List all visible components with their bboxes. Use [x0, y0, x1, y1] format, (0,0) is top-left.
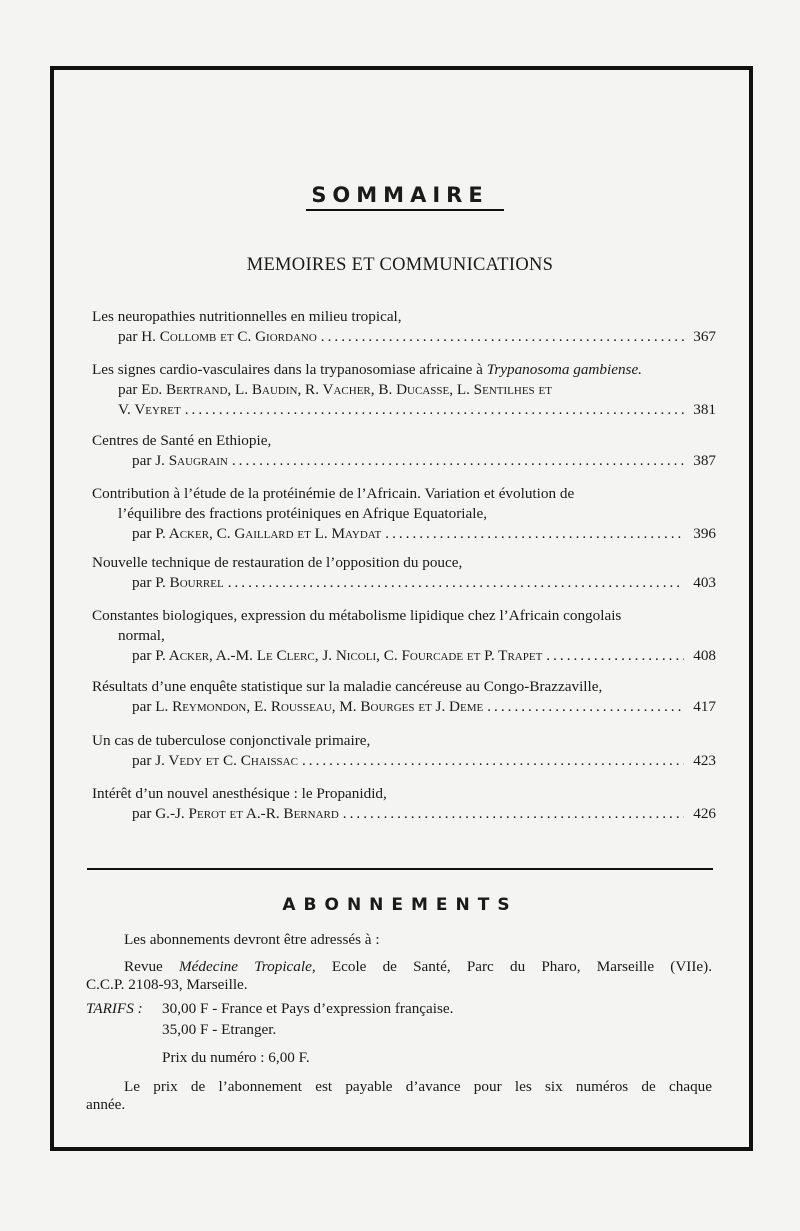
par-label: par [132, 698, 152, 715]
entry-title: Les neuropathies nutritionnelles en milieu tropical, [92, 308, 402, 325]
toc-entry [92, 307, 716, 347]
abonnements-heading: ABONNEMENTS [282, 895, 518, 915]
heading-underline [306, 209, 504, 211]
revue-name: Médecine Tropicale, [179, 958, 316, 975]
toc-entry [92, 484, 716, 544]
dot-leader [487, 697, 684, 717]
revue-line [86, 958, 712, 976]
tarifs-label: TARIFS : [86, 1000, 143, 1017]
abonnements-intro: Les abonnements devront être adressés à : [124, 931, 380, 948]
entry-authors: J. Vedy et C. Chaissac [155, 752, 298, 769]
entry-page: 381 [693, 401, 716, 418]
entry-authors: J. Saugrain [155, 452, 228, 469]
dot-leader [232, 451, 684, 471]
entry-authors-line [92, 327, 716, 347]
dot-leader [343, 804, 684, 824]
dot-leader [321, 327, 684, 347]
entry-page: 408 [693, 647, 716, 664]
entry-title-italic: Trypanosoma gambiense. [486, 361, 642, 378]
dot-leader [546, 646, 684, 666]
tarifs-line [86, 1000, 712, 1018]
par-label: par [132, 452, 152, 469]
entry-title-text: Les signes cardio-vasculaires dans la trypanosomiase africaine à [92, 361, 483, 378]
entry-authors: V. Veyret [118, 401, 181, 418]
toc-entry [92, 360, 716, 420]
entry-title: Résultats d’une enquête statistique sur la maladie cancéreuse au Congo-Brazzaville, [92, 678, 603, 695]
par-label: par [132, 647, 152, 664]
tarifs-block [86, 1000, 712, 1067]
entry-authors-line [92, 524, 716, 544]
entry-authors-line [92, 697, 716, 717]
entry-authors-line [92, 400, 716, 420]
abonnements-address [86, 958, 712, 994]
toc-entry [92, 606, 716, 666]
par-label: par [118, 381, 138, 398]
par-label: par [132, 805, 152, 822]
entry-authors-line [92, 751, 716, 771]
payment-line2: année. [86, 1096, 126, 1113]
entry-authors: P. Acker, C. Gaillard et L. Maydat [155, 525, 382, 542]
dot-leader [302, 751, 684, 771]
par-label: par [132, 525, 152, 542]
entry-authors-line [92, 380, 716, 400]
section-divider [87, 868, 713, 870]
entry-authors-line [92, 646, 716, 666]
toc-entry [92, 731, 716, 771]
section-title: MEMOIRES ET COMMUNICATIONS [246, 255, 554, 275]
par-label: par [118, 328, 138, 345]
ccp-line: C.C.P. 2108-93, Marseille. [86, 976, 248, 993]
par-label: par [132, 752, 152, 769]
dot-leader [185, 400, 684, 420]
dot-leader [228, 573, 684, 593]
entry-page: 426 [693, 805, 716, 822]
payment-note [86, 1078, 712, 1114]
page-heading: SOMMAIRE [311, 183, 489, 207]
entry-title: Nouvelle technique de restauration de l’opposition du pouce, [92, 554, 463, 571]
entry-page: 423 [693, 752, 716, 769]
toc-entry [92, 431, 716, 471]
toc-entry [92, 553, 716, 593]
tarif-france: 30,00 F - France et Pays d’expression française. [162, 1000, 454, 1017]
payment-line1: Le prix de l’abonnement est payable d’avance pour les six numéros de chaque [124, 1078, 712, 1095]
entry-title: Intérêt d’un nouvel anesthésique : le Propanidid, [92, 785, 387, 802]
revue-prefix: Revue [124, 958, 163, 975]
dot-leader [385, 524, 684, 544]
tarif-etranger: 35,00 F - Etranger. [162, 1021, 277, 1038]
par-label: par [132, 574, 152, 591]
entry-title-line2: l’équilibre des fractions protéiniques en Afrique Equatoriale, [118, 505, 488, 522]
prix-numero: Prix du numéro : 6,00 F. [162, 1049, 310, 1066]
entry-page: 396 [693, 525, 716, 542]
entry-title-line2: normal, [118, 627, 165, 644]
entry-page: 417 [693, 698, 716, 715]
entry-page: 367 [693, 328, 716, 345]
toc-entry [92, 677, 716, 717]
entry-title: Un cas de tuberculose conjonctivale primaire, [92, 732, 371, 749]
entry-authors-line [92, 804, 716, 824]
entry-authors-line [92, 451, 716, 471]
entry-authors-line1: Ed. Bertrand, L. Baudin, R. Vacher, B. Ducasse, L. Sentilhes et [141, 381, 552, 398]
entry-authors: H. Collomb et C. Giordano [141, 328, 317, 345]
entry-authors: P. Acker, A.-M. Le Clerc, J. Nicoli, C. Fourcade et P. Trapet [155, 647, 543, 664]
revue-address: Ecole de Santé, Parc du Pharo, Marseille (VIIe). [331, 958, 713, 975]
entry-authors: G.-J. Perot et A.-R. Bernard [155, 805, 339, 822]
entry-page: 403 [693, 574, 716, 591]
entry-authors: P. Bourrel [155, 574, 224, 591]
toc-entry [92, 784, 716, 824]
entry-page: 387 [693, 452, 716, 469]
entry-title: Constantes biologiques, expression du métabolisme lipidique chez l’Africain congolais [92, 607, 622, 624]
entry-title: Contribution à l’étude de la protéinémie de l’Africain. Variation et évolution de [92, 485, 575, 502]
entry-authors: L. Reymondon, E. Rousseau, M. Bourges et J. Deme [155, 698, 484, 715]
entry-authors-line [92, 573, 716, 593]
entry-title: Centres de Santé en Ethiopie, [92, 432, 272, 449]
entry-title [92, 360, 716, 380]
